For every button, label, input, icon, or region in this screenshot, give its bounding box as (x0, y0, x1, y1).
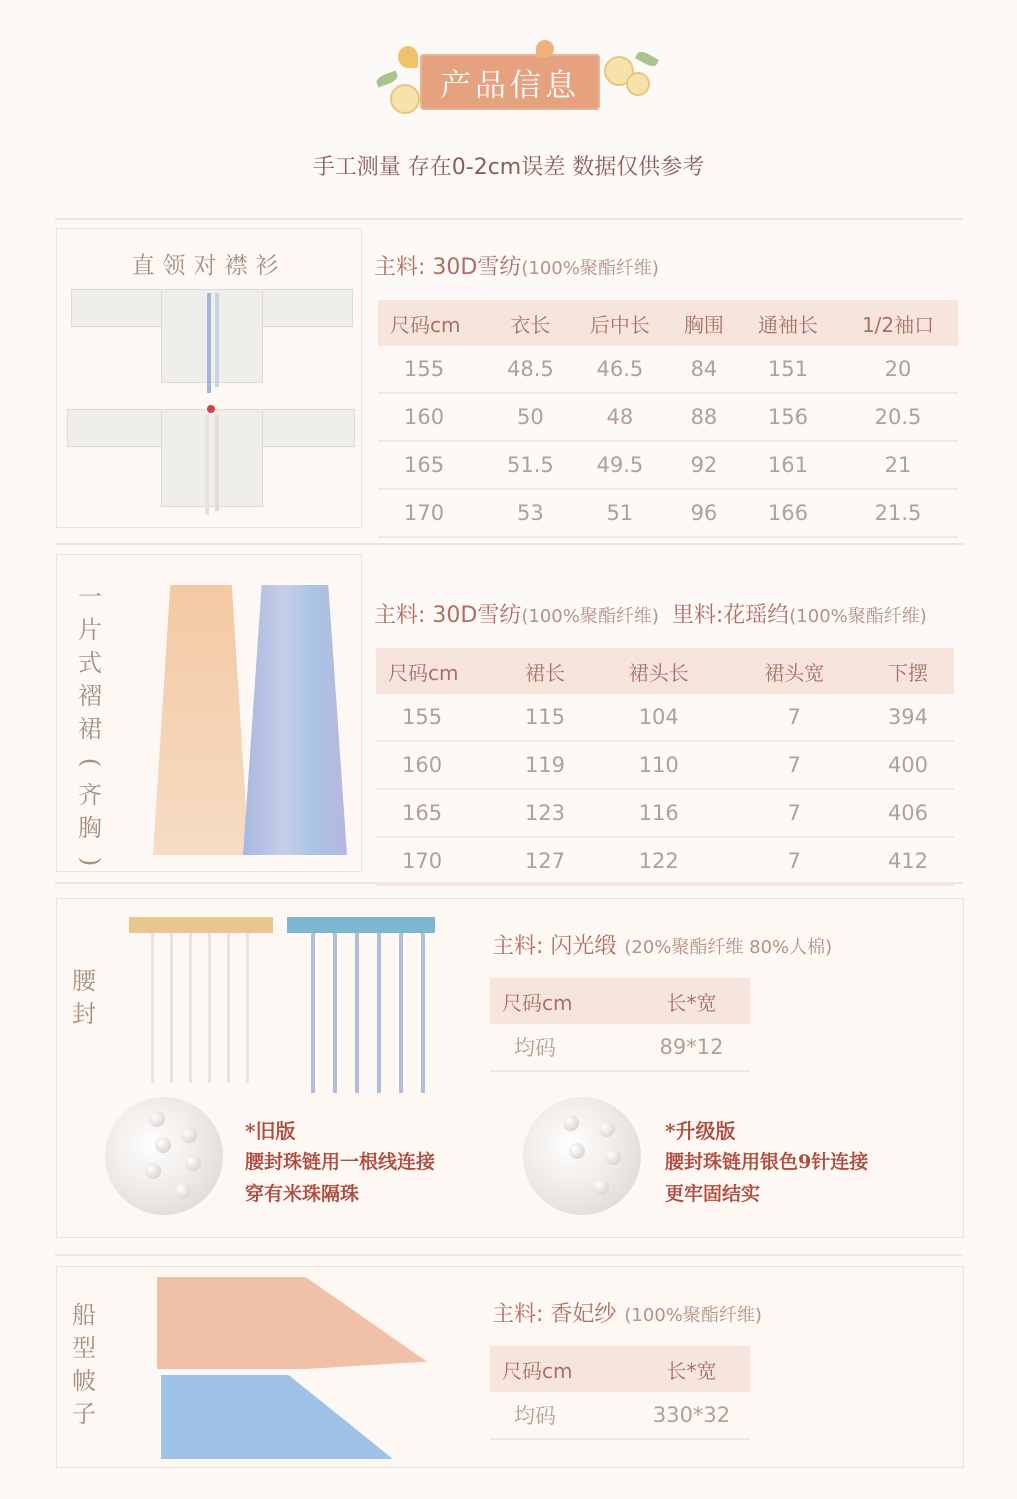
column-header: 长*宽 (633, 978, 750, 1024)
shawl-size-table (490, 1346, 750, 1440)
jacket-body (161, 289, 263, 383)
column-header: 1/2袖口 (838, 300, 958, 346)
jacket-image-panel (56, 228, 362, 528)
skirt-label: 一 片 式 褶 裙 ( 齐 胸 ) (76, 583, 105, 867)
column-header: 尺码cm (490, 978, 633, 1024)
cream-sash-band (129, 917, 273, 933)
column-header: 裙长 (499, 648, 591, 694)
flower-icon (390, 84, 420, 114)
blue-skirt-illustration (243, 585, 347, 855)
header-decoration-right (596, 42, 660, 108)
new-version-line2: 更牢固结实 (665, 1183, 761, 1205)
peach-shawl-illustration (157, 1277, 427, 1369)
column-header: 尺码cm (376, 648, 499, 694)
table-row: 160 50 48 88 156 20.5 (378, 393, 958, 441)
skirt-image-panel (56, 554, 362, 872)
divider (55, 218, 963, 220)
page-title: 产品信息 (440, 67, 580, 104)
ribbon (207, 293, 211, 393)
jacket-label: 直领对襟衫 (131, 253, 287, 279)
jacket-size-table (378, 300, 958, 538)
flower-icon (626, 72, 650, 96)
skirt-material: 主料: 30D雪纺(100%聚酯纤维) 里料:花瑶绉(100%聚酯纤维) (374, 603, 927, 628)
old-bead-closeup (105, 1097, 223, 1215)
blue-sash-band (287, 917, 435, 933)
measurement-note: 手工测量 存在0-2cm误差 数据仅供参考 (312, 155, 705, 180)
table-header-row (378, 300, 958, 346)
old-version-title: *旧版 (245, 1119, 296, 1143)
jacket-material: 主料: 30D雪纺(100%聚酯纤维) (374, 255, 659, 280)
column-header: 下摆 (862, 648, 954, 694)
skirt-size-table (376, 648, 954, 886)
waist-sash-size-table (490, 978, 750, 1072)
butterfly-icon (536, 40, 554, 58)
divider (55, 543, 963, 545)
jacket-body (161, 409, 263, 507)
leaf-icon (375, 71, 399, 88)
waist-sash-label: 腰 封 (72, 967, 96, 1028)
title-banner (420, 54, 600, 110)
table-row: 165 123 116 7 406 (376, 789, 954, 837)
column-header: 尺码cm (378, 300, 491, 346)
leaf-icon (635, 49, 659, 69)
button-dot (207, 405, 215, 413)
column-header: 长*宽 (633, 1346, 750, 1392)
column-header: 尺码cm (490, 1346, 633, 1392)
ribbon (215, 293, 219, 387)
new-version-title: *升级版 (665, 1119, 736, 1143)
new-version-line1: 腰封珠链用银色9针连接 (665, 1151, 869, 1173)
divider (55, 1254, 963, 1256)
column-header: 通袖长 (738, 300, 838, 346)
table-header-row (376, 648, 954, 694)
new-bead-closeup (523, 1097, 641, 1215)
blue-sash-tassels (293, 933, 429, 1093)
divider (55, 882, 963, 884)
shawl-material: 主料: 香妃纱 (100%聚酯纤维) (492, 1302, 762, 1327)
header-decoration-left (376, 46, 426, 112)
blue-shawl-illustration (161, 1375, 393, 1459)
waist-sash-material: 主料: 闪光缎 (20%聚酯纤维 80%人棉) (492, 934, 833, 959)
table-row: 均码 330*32 (490, 1392, 750, 1439)
butterfly-icon (398, 46, 418, 68)
table-header-row (490, 1346, 750, 1392)
table-header-row (490, 978, 750, 1024)
shawl-label: 船 型 帔 子 (72, 1301, 96, 1428)
column-header: 胸围 (670, 300, 738, 346)
old-version-line2: 穿有米珠隔珠 (245, 1183, 360, 1205)
table-row: 170 127 122 7 412 (376, 837, 954, 885)
table-row: 155 48.5 46.5 84 151 20 (378, 346, 958, 393)
table-row: 160 119 110 7 400 (376, 741, 954, 789)
ribbon (205, 415, 209, 515)
table-row: 165 51.5 49.5 92 161 21 (378, 441, 958, 489)
column-header: 裙头长 (591, 648, 727, 694)
table-row: 170 53 51 96 166 21.5 (378, 489, 958, 537)
column-header: 裙头宽 (726, 648, 862, 694)
peach-skirt-illustration (153, 585, 249, 855)
table-row: 均码 89*12 (490, 1024, 750, 1071)
old-version-line1: 腰封珠链用一根线连接 (245, 1151, 436, 1173)
column-header: 后中长 (570, 300, 670, 346)
ribbon (215, 415, 219, 511)
cream-sash-tassels (135, 933, 265, 1083)
table-row: 155 115 104 7 394 (376, 694, 954, 741)
column-header: 衣长 (491, 300, 570, 346)
